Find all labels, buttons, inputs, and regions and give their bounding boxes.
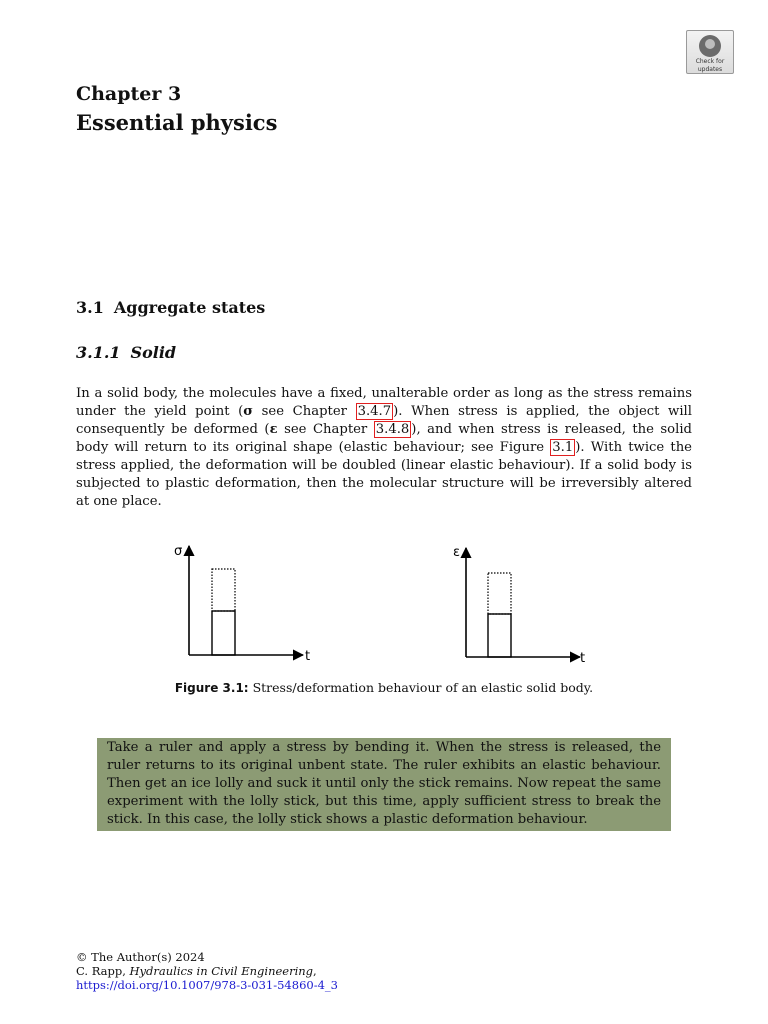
subsection-number: 3.1.1: [76, 343, 121, 362]
section-number: 3.1: [76, 298, 104, 317]
doubled-deformation-pulse: [488, 573, 511, 614]
subsection-title: Solid: [130, 343, 177, 362]
chapter-title: Essential physics: [76, 110, 278, 135]
stress-diagram: [174, 544, 310, 664]
chapter-label: Chapter 3: [76, 83, 182, 105]
text-run: ), and when stress is released, the solid body will return to its original shape (elastic behaviour; see Figure: [76, 422, 692, 455]
chapter-link-3-4-7[interactable]: 3.4.7: [357, 404, 392, 419]
section-title: Aggregate states: [113, 298, 266, 317]
figure-3-1: [170, 538, 600, 668]
figure-caption-text: Stress/deformation behaviour of an elastic solid body.: [248, 680, 594, 695]
stress-axis-label: σ: [174, 544, 183, 559]
figure-link-3-1[interactable]: 3.1: [552, 440, 574, 455]
text-run: see Chapter: [253, 404, 356, 419]
crossmark-label-2: updates: [697, 66, 723, 73]
check-for-updates-badge[interactable]: [686, 30, 734, 74]
crossmark-label-1: Check for: [695, 58, 725, 65]
experiment-box: Take a ruler and apply a stress by bending it. When the stress is released, the ruler returns to its original unbent state. The ruler exhibits an elastic behaviour. Then get an ice lolly and suck it until only the stick remains. Now repeat the same experiment with the lolly stick, but this time, apply sufficient stress to break the stick. In this case, the lolly stick shows a plastic deformation behaviour.: [97, 738, 671, 831]
figure-caption-label: Figure 3.1:: [174, 681, 249, 695]
sigma-symbol: σ: [243, 404, 254, 419]
text-run: ). With twice the stress applied, the deformation will be doubled (linear elastic behaviour). If a solid body is subjected to plastic deformation, then the molecular structure will be irreversibly altered at one place.: [76, 440, 692, 509]
text-run: see Chapter: [277, 422, 374, 437]
chapter-link-3-4-8[interactable]: 3.4.8: [375, 422, 410, 437]
time-axis-label-left: t: [305, 649, 311, 664]
text-run: ). When stress is applied, the object will consequently be deformed (: [76, 404, 692, 437]
section-heading: [76, 298, 265, 317]
doi-link[interactable]: https://doi.org/10.1007/978-3-031-54860-4_3: [76, 978, 338, 992]
copyright-line: © The Author(s) 2024: [76, 950, 205, 964]
punctuation: ,: [313, 964, 317, 978]
deformation-pulse: [488, 614, 511, 657]
epsilon-symbol: ε: [269, 422, 278, 437]
stress-pulse: [212, 611, 235, 655]
doubled-stress-pulse: [212, 569, 235, 611]
citation-line: [76, 964, 338, 978]
crossmark-icon: [699, 35, 721, 57]
body-paragraph: [76, 385, 692, 511]
deformation-diagram: [453, 545, 585, 666]
text-run: In a solid body, the molecules have a fixed, unalterable order as long as the stress remains under the yield point (: [76, 386, 692, 419]
footer: [76, 950, 338, 992]
subsection-heading: [76, 343, 176, 362]
author-text: C. Rapp,: [76, 964, 130, 978]
deformation-axis-label: ε: [453, 545, 461, 560]
book-title: Hydraulics in Civil Engineering: [129, 964, 314, 978]
time-axis-label-right: t: [580, 651, 586, 666]
figure-caption: [0, 680, 768, 695]
